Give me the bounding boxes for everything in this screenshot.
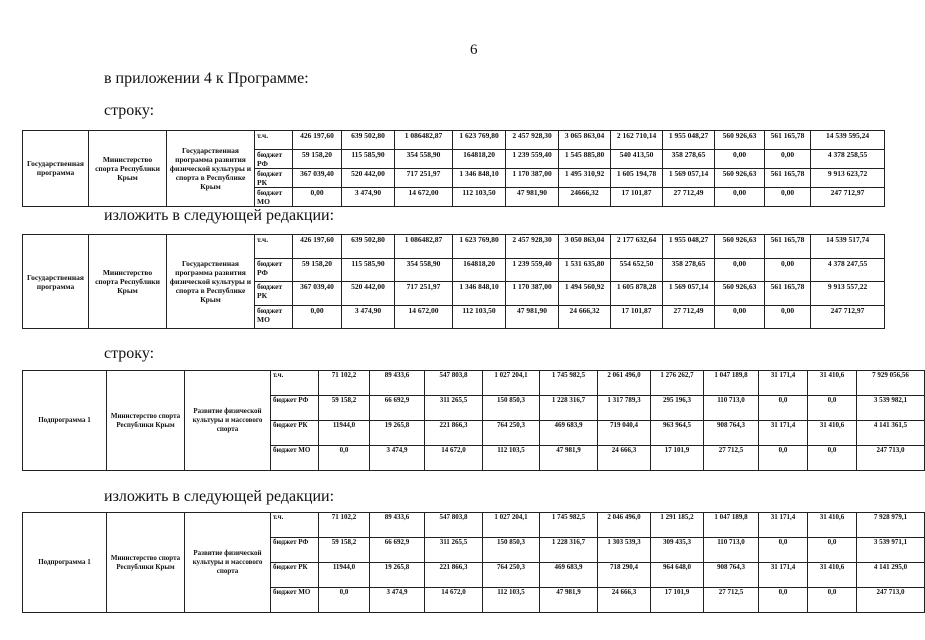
amount-cell: 560 926,63 bbox=[715, 282, 765, 306]
funding-source: т.ч. bbox=[271, 371, 319, 396]
amount-cell: 17 101,87 bbox=[611, 187, 663, 206]
amount-cell: 1 086482,87 bbox=[395, 235, 453, 259]
amount-cell: 717 251,97 bbox=[395, 282, 453, 306]
amount-cell: 311 265,5 bbox=[425, 396, 483, 421]
amount-cell: 1 605 878,28 bbox=[611, 282, 663, 306]
amount-cell: 0,00 bbox=[293, 305, 342, 329]
amount-cell: 560 926,63 bbox=[715, 168, 765, 187]
amount-cell: 358 278,65 bbox=[663, 149, 715, 168]
label-line3: строку: bbox=[104, 345, 155, 362]
amount-cell: 0,0 bbox=[319, 446, 370, 471]
amount-cell: 112 103,5 bbox=[483, 446, 540, 471]
amount-cell: 24 666,32 bbox=[559, 305, 611, 329]
amount-cell: 59 158,2 bbox=[319, 538, 370, 563]
amount-cell: 4 141 361,5 bbox=[857, 421, 925, 446]
amount-cell: 0,0 bbox=[759, 396, 808, 421]
amount-cell: 247 713,0 bbox=[857, 588, 925, 613]
amount-cell: 561 165,78 bbox=[765, 235, 811, 259]
amount-cell: 1 531 635,80 bbox=[559, 258, 611, 282]
amount-cell: 71 102,2 bbox=[319, 371, 370, 396]
amount-cell: 247 713,0 bbox=[857, 446, 925, 471]
funding-source: бюджет МО bbox=[255, 305, 293, 329]
amount-cell: 426 197,60 bbox=[293, 131, 342, 150]
amount-cell: 112 103,50 bbox=[453, 305, 506, 329]
budget-table-4 bbox=[22, 512, 925, 613]
responsible-executor: Министерство спорта Республики Крым bbox=[89, 235, 167, 329]
amount-cell: 1 346 848,10 bbox=[453, 168, 506, 187]
amount-cell: 1 495 310,92 bbox=[559, 168, 611, 187]
responsible-executor: Министерство спорта Республики Крым bbox=[107, 513, 185, 613]
amount-cell: 14 539 595,24 bbox=[811, 131, 885, 150]
amount-cell: 0,0 bbox=[319, 588, 370, 613]
amount-cell: 764 250,3 bbox=[483, 563, 540, 588]
amount-cell: 1 047 189,8 bbox=[704, 513, 759, 538]
amount-cell: 31 171,4 bbox=[759, 563, 808, 588]
amount-cell: 2 046 496,0 bbox=[598, 513, 651, 538]
amount-cell: 561 165,78 bbox=[765, 131, 811, 150]
amount-cell: 27 712,49 bbox=[663, 187, 715, 206]
budget-table-1 bbox=[22, 130, 885, 207]
table-row bbox=[23, 513, 925, 538]
amount-cell: 19 265,8 bbox=[370, 421, 425, 446]
responsible-executor: Министерство спорта Республики Крым bbox=[107, 371, 185, 471]
amount-cell: 0,0 bbox=[808, 588, 857, 613]
funding-source: бюджет РФ bbox=[271, 396, 319, 421]
amount-cell: 31 410,6 bbox=[808, 371, 857, 396]
amount-cell: 1 494 560,92 bbox=[559, 282, 611, 306]
amount-cell: 17 101,9 bbox=[651, 588, 704, 613]
amount-cell: 2 162 710,14 bbox=[611, 131, 663, 150]
amount-cell: 1 569 057,14 bbox=[663, 168, 715, 187]
amount-cell: 367 039,40 bbox=[293, 168, 342, 187]
amount-cell: 295 196,3 bbox=[651, 396, 704, 421]
amount-cell: 4 378 247,55 bbox=[811, 258, 885, 282]
amount-cell: 24 666,3 bbox=[598, 588, 651, 613]
amount-cell: 4 141 295,0 bbox=[857, 563, 925, 588]
program-name: Подпрограмма 1 bbox=[23, 371, 107, 471]
amount-cell: 0,00 bbox=[715, 305, 765, 329]
budget-table-3 bbox=[22, 370, 925, 471]
amount-cell: 1 605 194,78 bbox=[611, 168, 663, 187]
program-name: Государственная программа bbox=[23, 131, 89, 207]
amount-cell: 469 683,9 bbox=[540, 563, 598, 588]
amount-cell: 0,00 bbox=[715, 149, 765, 168]
funding-source: бюджет РК bbox=[255, 282, 293, 306]
amount-cell: 9 913 623,72 bbox=[811, 168, 885, 187]
amount-cell: 66 692,9 bbox=[370, 396, 425, 421]
amount-cell: 1 623 769,80 bbox=[453, 235, 506, 259]
amount-cell: 3 065 863,04 bbox=[559, 131, 611, 150]
funding-source: бюджет РФ bbox=[255, 149, 293, 168]
amount-cell: 31 171,4 bbox=[759, 371, 808, 396]
amount-cell: 1 239 559,40 bbox=[506, 258, 559, 282]
amount-cell: 112 103,5 bbox=[483, 588, 540, 613]
amount-cell: 14 672,0 bbox=[425, 588, 483, 613]
program-title: Государственная программа развития физической культуры и спорта в Республике Крым bbox=[167, 131, 255, 207]
amount-cell: 164818,20 bbox=[453, 258, 506, 282]
amount-cell: 7 928 979,1 bbox=[857, 513, 925, 538]
amount-cell: 1 027 204,1 bbox=[483, 513, 540, 538]
amount-cell: 547 803,8 bbox=[425, 513, 483, 538]
amount-cell: 164818,20 bbox=[453, 149, 506, 168]
amount-cell: 469 683,9 bbox=[540, 421, 598, 446]
amount-cell: 561 165,78 bbox=[765, 168, 811, 187]
program-name: Подпрограмма 1 bbox=[23, 513, 107, 613]
amount-cell: 31 171,4 bbox=[759, 513, 808, 538]
funding-source: т.ч. bbox=[255, 131, 293, 150]
amount-cell: 1 027 204,1 bbox=[483, 371, 540, 396]
amount-cell: 3 050 863,04 bbox=[559, 235, 611, 259]
amount-cell: 764 250,3 bbox=[483, 421, 540, 446]
amount-cell: 17 101,9 bbox=[651, 446, 704, 471]
amount-cell: 47 981,90 bbox=[506, 305, 559, 329]
amount-cell: 0,0 bbox=[808, 538, 857, 563]
budget-table-2 bbox=[22, 234, 885, 329]
amount-cell: 561 165,78 bbox=[765, 282, 811, 306]
amount-cell: 520 442,00 bbox=[342, 168, 395, 187]
funding-source: бюджет РФ bbox=[271, 538, 319, 563]
amount-cell: 1 346 848,10 bbox=[453, 282, 506, 306]
responsible-executor: Министерство спорта Республики Крым bbox=[89, 131, 167, 207]
amount-cell: 9 913 557,22 bbox=[811, 282, 885, 306]
amount-cell: 115 585,90 bbox=[342, 149, 395, 168]
amount-cell: 1 955 048,27 bbox=[663, 131, 715, 150]
amount-cell: 2 061 496,0 bbox=[598, 371, 651, 396]
funding-source: бюджет РФ bbox=[255, 258, 293, 282]
amount-cell: 112 103,50 bbox=[453, 187, 506, 206]
amount-cell: 3 539 982,1 bbox=[857, 396, 925, 421]
amount-cell: 27 712,5 bbox=[704, 446, 759, 471]
amount-cell: 71 102,2 bbox=[319, 513, 370, 538]
intro-text: в приложении 4 к Программе: bbox=[104, 70, 309, 87]
amount-cell: 3 474,9 bbox=[370, 446, 425, 471]
amount-cell: 27 712,5 bbox=[704, 588, 759, 613]
amount-cell: 221 866,3 bbox=[425, 421, 483, 446]
amount-cell: 0,00 bbox=[293, 187, 342, 206]
amount-cell: 150 850,3 bbox=[483, 538, 540, 563]
amount-cell: 1 170 387,00 bbox=[506, 282, 559, 306]
amount-cell: 309 435,3 bbox=[651, 538, 704, 563]
label-line4: изложить в следующей редакции: bbox=[104, 488, 335, 505]
amount-cell: 31 410,6 bbox=[808, 421, 857, 446]
amount-cell: 0,00 bbox=[765, 258, 811, 282]
amount-cell: 540 413,50 bbox=[611, 149, 663, 168]
amount-cell: 560 926,63 bbox=[715, 131, 765, 150]
amount-cell: 4 378 258,55 bbox=[811, 149, 885, 168]
amount-cell: 718 290,4 bbox=[598, 563, 651, 588]
amount-cell: 59 158,2 bbox=[319, 396, 370, 421]
amount-cell: 47 981,90 bbox=[506, 187, 559, 206]
program-title: Развитие физической культуры и массового спорта bbox=[185, 513, 271, 613]
amount-cell: 554 652,50 bbox=[611, 258, 663, 282]
amount-cell: 17 101,87 bbox=[611, 305, 663, 329]
amount-cell: 354 558,90 bbox=[395, 258, 453, 282]
amount-cell: 1 086482,87 bbox=[395, 131, 453, 150]
amount-cell: 719 040,4 bbox=[598, 421, 651, 446]
amount-cell: 2 457 928,30 bbox=[506, 235, 559, 259]
amount-cell: 24666,32 bbox=[559, 187, 611, 206]
amount-cell: 311 265,5 bbox=[425, 538, 483, 563]
amount-cell: 47 981,9 bbox=[540, 588, 598, 613]
amount-cell: 59 158,20 bbox=[293, 258, 342, 282]
program-title: Государственная программа развития физической культуры и спорта в Республике Крым bbox=[167, 235, 255, 329]
amount-cell: 3 474,90 bbox=[342, 187, 395, 206]
funding-source: бюджет РК bbox=[271, 563, 319, 588]
amount-cell: 639 502,80 bbox=[342, 131, 395, 150]
program-title: Развитие физической культуры и массового спорта bbox=[185, 371, 271, 471]
amount-cell: 1 545 885,80 bbox=[559, 149, 611, 168]
amount-cell: 0,0 bbox=[759, 538, 808, 563]
amount-cell: 27 712,49 bbox=[663, 305, 715, 329]
amount-cell: 59 158,20 bbox=[293, 149, 342, 168]
amount-cell: 0,0 bbox=[808, 396, 857, 421]
amount-cell: 31 410,6 bbox=[808, 513, 857, 538]
funding-source: бюджет МО bbox=[255, 187, 293, 206]
amount-cell: 0,00 bbox=[765, 305, 811, 329]
amount-cell: 19 265,8 bbox=[370, 563, 425, 588]
amount-cell: 0,0 bbox=[759, 588, 808, 613]
amount-cell: 47 981,9 bbox=[540, 446, 598, 471]
amount-cell: 354 558,90 bbox=[395, 149, 453, 168]
amount-cell: 1 170 387,00 bbox=[506, 168, 559, 187]
amount-cell: 31 410,6 bbox=[808, 563, 857, 588]
amount-cell: 150 850,3 bbox=[483, 396, 540, 421]
amount-cell: 964 648,0 bbox=[651, 563, 704, 588]
amount-cell: 908 764,3 bbox=[704, 421, 759, 446]
amount-cell: 0,00 bbox=[715, 187, 765, 206]
amount-cell: 0,0 bbox=[759, 446, 808, 471]
amount-cell: 115 585,90 bbox=[342, 258, 395, 282]
amount-cell: 7 929 056,56 bbox=[857, 371, 925, 396]
funding-source: т.ч. bbox=[255, 235, 293, 259]
amount-cell: 547 803,8 bbox=[425, 371, 483, 396]
amount-cell: 14 672,00 bbox=[395, 305, 453, 329]
amount-cell: 1 623 769,80 bbox=[453, 131, 506, 150]
amount-cell: 89 433,6 bbox=[370, 371, 425, 396]
amount-cell: 1 569 057,14 bbox=[663, 282, 715, 306]
amount-cell: 520 442,00 bbox=[342, 282, 395, 306]
funding-source: бюджет РК bbox=[255, 168, 293, 187]
amount-cell: 1 745 982,5 bbox=[540, 371, 598, 396]
table-row bbox=[23, 131, 885, 150]
label-line1: строку: bbox=[104, 102, 155, 119]
amount-cell: 1 291 185,2 bbox=[651, 513, 704, 538]
amount-cell: 3 474,9 bbox=[370, 588, 425, 613]
amount-cell: 426 197,60 bbox=[293, 235, 342, 259]
page-number: 6 bbox=[470, 42, 478, 58]
amount-cell: 11944,0 bbox=[319, 421, 370, 446]
amount-cell: 0,00 bbox=[765, 187, 811, 206]
amount-cell: 11944,0 bbox=[319, 563, 370, 588]
amount-cell: 247 712,97 bbox=[811, 187, 885, 206]
amount-cell: 560 926,63 bbox=[715, 235, 765, 259]
amount-cell: 1 317 789,3 bbox=[598, 396, 651, 421]
amount-cell: 1 239 559,40 bbox=[506, 149, 559, 168]
table-row bbox=[23, 371, 925, 396]
funding-source: бюджет МО bbox=[271, 588, 319, 613]
amount-cell: 717 251,97 bbox=[395, 168, 453, 187]
amount-cell: 0,00 bbox=[765, 149, 811, 168]
amount-cell: 14 672,0 bbox=[425, 446, 483, 471]
amount-cell: 14 539 517,74 bbox=[811, 235, 885, 259]
amount-cell: 1 228 316,7 bbox=[540, 538, 598, 563]
amount-cell: 110 713,0 bbox=[704, 538, 759, 563]
amount-cell: 2 457 928,30 bbox=[506, 131, 559, 150]
amount-cell: 1 955 048,27 bbox=[663, 235, 715, 259]
amount-cell: 0,00 bbox=[715, 258, 765, 282]
amount-cell: 1 745 982,5 bbox=[540, 513, 598, 538]
amount-cell: 358 278,65 bbox=[663, 258, 715, 282]
amount-cell: 639 502,80 bbox=[342, 235, 395, 259]
amount-cell: 1 276 262,7 bbox=[651, 371, 704, 396]
amount-cell: 66 692,9 bbox=[370, 538, 425, 563]
amount-cell: 367 039,40 bbox=[293, 282, 342, 306]
funding-source: бюджет МО bbox=[271, 446, 319, 471]
amount-cell: 31 171,4 bbox=[759, 421, 808, 446]
amount-cell: 1 047 189,8 bbox=[704, 371, 759, 396]
amount-cell: 3 539 971,1 bbox=[857, 538, 925, 563]
amount-cell: 221 866,3 bbox=[425, 563, 483, 588]
amount-cell: 247 712,97 bbox=[811, 305, 885, 329]
amount-cell: 1 228 316,7 bbox=[540, 396, 598, 421]
amount-cell: 1 303 539,3 bbox=[598, 538, 651, 563]
amount-cell: 2 177 632,64 bbox=[611, 235, 663, 259]
label-line2: изложить в следующей редакции: bbox=[104, 207, 335, 224]
funding-source: бюджет РК bbox=[271, 421, 319, 446]
amount-cell: 3 474,90 bbox=[342, 305, 395, 329]
funding-source: т.ч. bbox=[271, 513, 319, 538]
amount-cell: 14 672,00 bbox=[395, 187, 453, 206]
amount-cell: 908 764,3 bbox=[704, 563, 759, 588]
amount-cell: 963 964,5 bbox=[651, 421, 704, 446]
amount-cell: 110 713,0 bbox=[704, 396, 759, 421]
table-row bbox=[23, 235, 885, 259]
amount-cell: 0,0 bbox=[808, 446, 857, 471]
amount-cell: 24 666,3 bbox=[598, 446, 651, 471]
program-name: Государственная программа bbox=[23, 235, 89, 329]
amount-cell: 89 433,6 bbox=[370, 513, 425, 538]
